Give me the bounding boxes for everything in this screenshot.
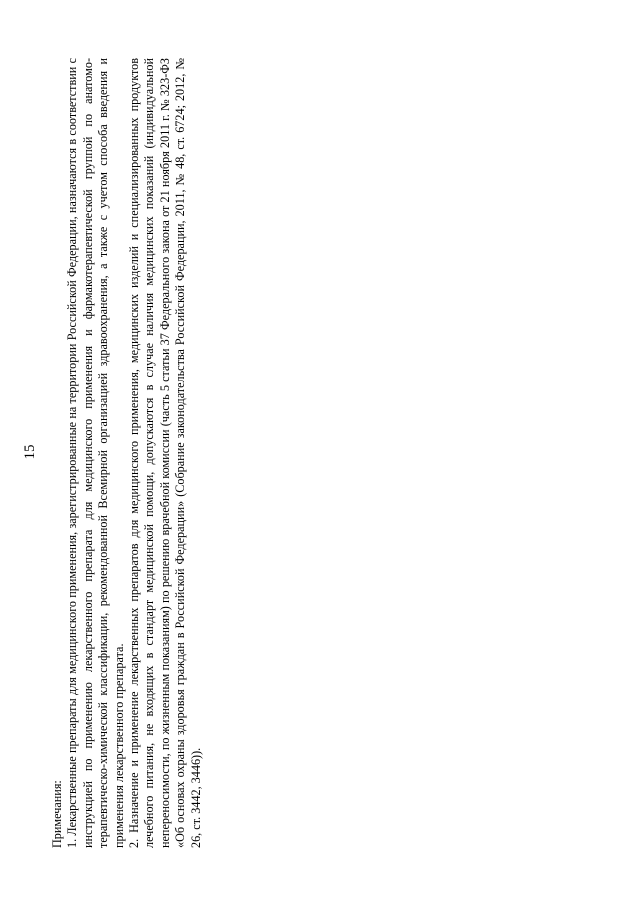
notes-section [50, 58, 250, 848]
note-item-2: 2. Назначение и применение лекарственных препаратов для медицинского применения, медицинских изделий и специализированных продуктов лечебного питания, не входящих в стандарт медицинской помощи, допускаются в случае наличия медицинских показаний (индивидуальной непереносимости, по жизненным показаниям) по решению врачебной комиссии (часть 5 статьи 37 Федерального закона от 21 ноября 2011 г. № 323-ФЗ «Об основах охраны здоровья граждан в Российской Федерации» (Собрание законодательства Российской Федерации, 2011, № 48, ст. 6724; 2012, № 26, ст. 3442, 3446)). [127, 58, 203, 848]
notes-heading: Примечания: [50, 780, 64, 848]
page-number: 15 [22, 444, 38, 460]
note-item-1: 1. Лекарственные препараты для медицинского применения, зарегистрированные на территории Российской Федерации, назначаются в соответствии с инструкцией по применению лекарственного препарата для медицинского применения и фармакотерапевтической группой по анатомо-терапевтическо-химической классификации, рекомендованной Всемирной организацией здравоохранения, а также с учетом способа введения и применения лекарственного препарата. [65, 58, 126, 848]
